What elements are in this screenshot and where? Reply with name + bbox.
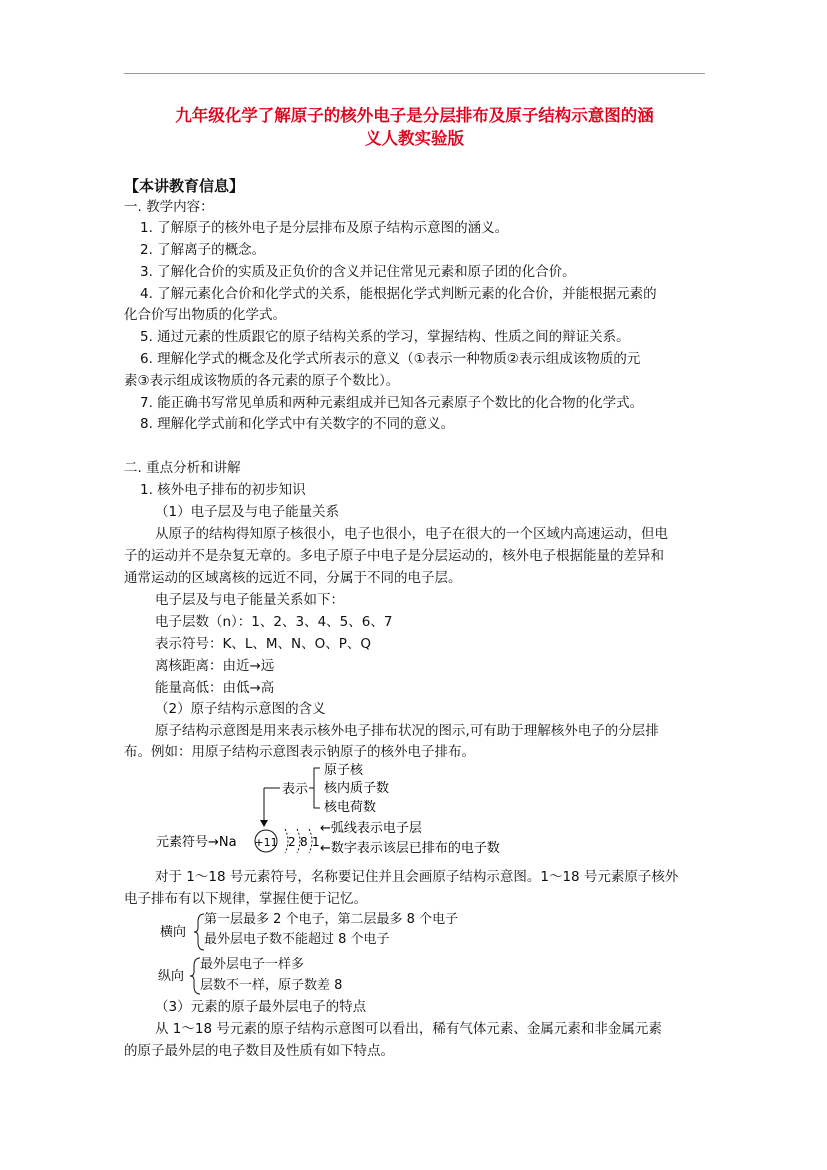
shell-electrons-1: 2 [288,835,296,849]
charge-label: 核电荷数 [324,800,377,815]
list-item-continued: 化合价写出物质的化学式。 [124,307,286,323]
shell-electrons-3: 1 [312,835,320,849]
paragraph-line: 原子结构示意图是用来表示核外电子排布状况的图示,可有助于理解核外电子的分层排 [155,723,659,739]
list-item: 2. 了解离子的概念。 [140,242,266,258]
nucleus-label: 原子核 [324,763,364,778]
subheading: （2）原子结构示意图的含义 [155,701,326,717]
horizontal-label: 横向 [160,925,187,940]
list-item: 6. 理解化学式的概念及化学式所表示的意义（①表示一种物质②表示组成该物质的元 [140,351,641,367]
list-item: 4. 了解元素化合价和化学式的关系，能根据化学式判断元素的化合价，并能根据元素的 [140,286,657,302]
horizontal-rule-line: 最外层电子数不能超过 8 个电子 [204,932,390,947]
list-item: 8. 理解化学式前和化学式中有关数字的不同的意义。 [140,416,455,432]
nucleus-charge: +11 [254,836,278,849]
paragraph-line: 电子排布有以下规律，掌握住便于记忆。 [124,891,367,907]
list-item: 7. 能正确书写常见单质和两种元素组成并已知各元素原子个数比的化合物的化学式。 [140,395,644,411]
subheading: 1. 核外电子排布的初步知识 [140,482,306,498]
shell-electrons-2: 8 [300,835,308,849]
vertical-rule-line: 层数不一样，原子数差 8 [200,978,343,993]
fact-line: 离核距离：由近→远 [155,658,275,674]
subheading: （1）电子层及与电子能量关系 [155,504,340,520]
title-line-1: 九年级化学了解原子的核外电子是分层排布及原子结构示意图的涵 [175,106,654,125]
vertical-rule-line: 最外层电子一样多 [200,957,305,972]
element-symbol-label: 元素符号→Na [156,835,237,850]
paragraph-line: 的原子最外层的电子数目及性质有如下特点。 [124,1043,394,1059]
title-line-2: 义人教实验版 [365,129,464,148]
paragraph-line: 从 1～18 号元素的原子结构示意图可以看出，稀有气体元素、金属元素和非金属元素 [155,1021,662,1037]
list-item: 3. 了解化合价的实质及正负价的含义并记住常见元素和原子团的化合价。 [140,264,576,280]
fact-line: 电子层数（n）：1、2、3、4、5、6、7 [155,614,393,630]
horizontal-rule-line: 第一层最多 2 个电子，第二层最多 8 个电子 [204,912,459,927]
represents-label: 表示 [282,782,309,797]
fact-line: 电子层及与电子能量关系如下： [155,592,344,608]
protons-label: 核内质子数 [324,781,390,796]
document-title [124,104,705,150]
section-header: 【本讲教育信息】 [124,177,245,195]
paragraph-line: 从原子的结构得知原子核很小，电子也很小，电子在很大的一个区域内高速运动，但电 [155,526,668,542]
subheading: （3）元素的原子最外层电子的特点 [155,999,367,1015]
list-item-continued: 素③表示组成该物质的各元素的原子个数比）。 [124,373,400,389]
paragraph-line: 通常运动的区域离核的远近不同，分属于不同的电子层。 [124,570,462,586]
paragraph-line: 布。例如：用原子结构示意图表示钠原子的核外电子排布。 [124,744,475,760]
paragraph-line: 对于 1～18 号元素符号，名称要记住并且会画原子结构示意图。1～18 号元素原子核外 [155,869,679,885]
fact-line: 表示符号：K、L、M、N、O、P、Q [155,636,372,652]
atom-structure-diagram [152,760,542,864]
list-item: 1. 了解原子的核外电子是分层排布及原子结构示意图的涵义。 [140,220,509,236]
list-item: 5. 通过元素的性质跟它的原子结构关系的学习，掌握结构、性质之间的辩证关系。 [140,329,630,345]
part1-heading: 一. 教学内容： [124,199,214,215]
paragraph-line: 子的运动并不是杂复无章的。多电子原子中电子是分层运动的，核外电子根据能量的差异和 [124,548,664,564]
vertical-label: 纵向 [158,969,185,984]
fact-line: 能量高低：由低→高 [155,680,275,696]
header-rule [124,73,705,74]
arc-note: ←弧线表示电子层 [320,821,422,836]
part2-heading: 二. 重点分析和讲解 [124,460,241,476]
number-note: ←数字表示该层已排布的电子数 [320,841,500,856]
